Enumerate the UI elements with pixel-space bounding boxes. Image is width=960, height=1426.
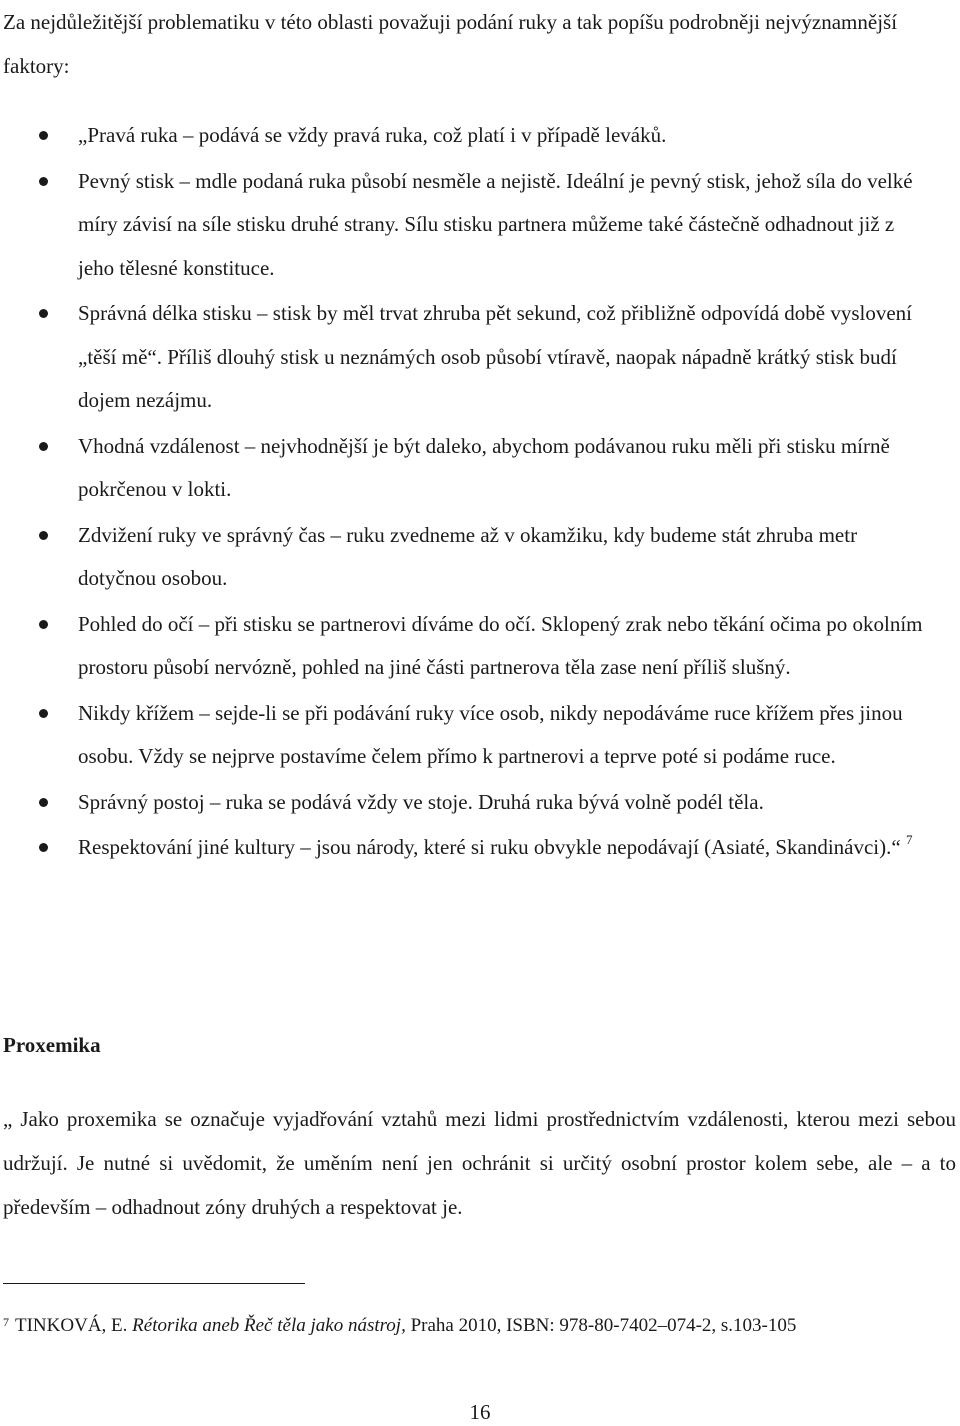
- list-item: [0, 160, 960, 291]
- list-item-text: Nikdy křížem – sejde-li se při podávání ruky více osob, nikdy nepodáváme ruce křížem přes jinou osobu. Vždy se nejprve postavíme čelem přímo k partnerovi a teprve poté si podáme ruce.: [78, 700, 903, 768]
- bullet-icon: [39, 131, 48, 140]
- bullet-icon: [39, 798, 48, 807]
- bullet-icon: [39, 177, 48, 186]
- footnote-details: Praha 2010, ISBN: 978-80-7402–074-2, s.103-105: [410, 1315, 797, 1336]
- footnote: [3, 1312, 796, 1340]
- footnote-title: Rétorika aneb Řeč těla jako nástroj,: [132, 1315, 406, 1336]
- page-number: 16: [469, 1400, 491, 1424]
- list-item-text: Správný postoj – ruka se podává vždy ve stoje. Druhá ruka bývá volně podél těla.: [78, 789, 764, 814]
- list-item-text: „Pravá ruka – podává se vždy pravá ruka, což platí i v případě leváků.: [78, 123, 667, 147]
- list-item: [0, 114, 960, 158]
- list-item: [0, 292, 960, 423]
- list-item-text: Zdvižení ruky ve správný čas – ruku zvedneme až v okamžiku, kdy budeme stát zhruba metr dotyčnou osobou.: [78, 522, 858, 590]
- section-heading: Proxemika: [3, 1033, 101, 1057]
- list-item: [0, 425, 960, 512]
- bullet-icon: [39, 620, 48, 629]
- footnote-mark: 7: [3, 1315, 9, 1329]
- list-item: [0, 514, 960, 601]
- list-item-text: Vhodná vzdálenost – nejvhodnější je být daleko, abychom podávanou ruku měli při stisku mírně pokrčenou v lokti.: [78, 433, 890, 501]
- footnote-divider: [3, 1283, 305, 1284]
- proxemics-paragraph: „ Jako proxemika se označuje vyjadřování vztahů mezi lidmi prostřednictvím vzdálenosti, kterou mezi sebou udržují. Je nutné si uvědomit, že uměním není jen ochránit si určitý osobní prostor kolem sebe, ale – a to především – odhadnout zóny druhých a respektovat je.: [3, 1107, 956, 1219]
- list-item-text: Respektování jiné kultury – jsou národy, které si ruku obvykle nepodávají (Asiaté, Skandinávci).“: [78, 835, 901, 859]
- footnote-author: TINKOVÁ, E.: [15, 1315, 128, 1336]
- footnote-reference[interactable]: 7: [905, 832, 913, 847]
- bullet-icon: [39, 531, 48, 540]
- intro-paragraph: Za nejdůležitější problematiku v této oblasti považuji podání ruky a tak popíšu podrobněji nejvýznamnější faktory:: [3, 10, 898, 78]
- list-item-text: Pohled do očí – při stisku se partnerovi díváme do očí. Sklopený zrak nebo těkání očima po okolním prostoru působí nervózně, pohled na jiné části partnerova těla zase není příliš slušný.: [78, 611, 923, 679]
- list-item: [0, 826, 960, 870]
- list-item-text: Správná délka stisku – stisk by měl trvat zhruba pět sekund, což přibližně odpovídá době vyslovení „těší mě“. Příliš dlouhý stisk u neznámých osob působí vtíravě, naopak nápadně krátký stisk budí dojem nezájmu.: [78, 301, 912, 412]
- bullet-icon: [39, 709, 48, 718]
- list-item-text: Pevný stisk – mdle podaná ruka působí nesměle a nejistě. Ideální je pevný stisk, jehož síla do velké míry závisí na síle stisku druhé strany. Sílu stisku partnera můžeme také částečně odhadnout již z jeho tělesné konstituce.: [78, 168, 913, 280]
- bullet-icon: [39, 442, 48, 451]
- list-item: [0, 603, 960, 690]
- bullet-icon: [39, 843, 48, 852]
- handshake-factors-list: [0, 114, 960, 872]
- list-item: [0, 692, 960, 779]
- list-item: [0, 781, 960, 825]
- bullet-icon: [39, 309, 48, 318]
